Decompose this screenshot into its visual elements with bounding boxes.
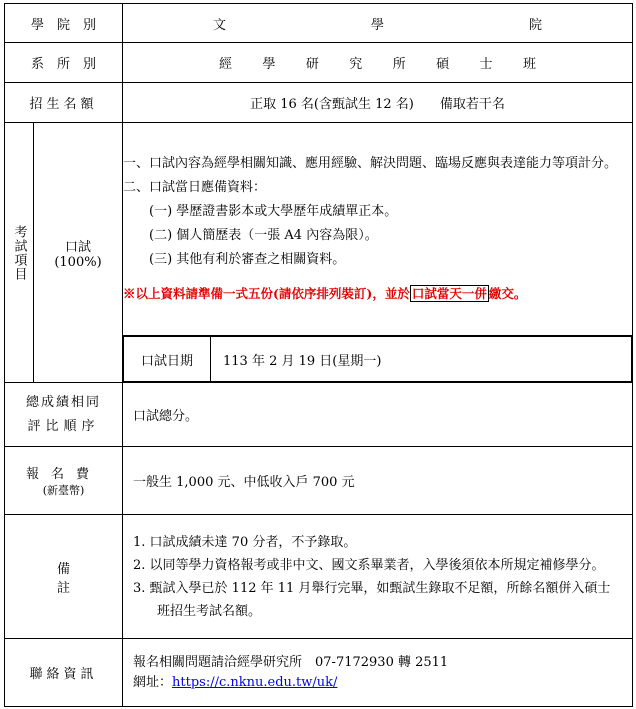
dept-value: 經 學 研 究 所 碩 士 班 [219, 57, 536, 72]
tiebreak-label-cell [5, 383, 123, 447]
exam-date-cell [123, 336, 633, 383]
exam-label-cell [5, 123, 34, 383]
exam-item-4: (二) 個人簡歷表（一張 A4 內容為限）。 [149, 228, 378, 243]
exam-sub-weight: (100%) [54, 254, 102, 270]
exam-date-label: 口試日期 [124, 337, 211, 382]
college-value-cell [123, 4, 633, 43]
college-label-cell [5, 4, 123, 43]
notes-item-3: 3. 甄試入學已於 112 年 11 月舉行完畢，如甄試生錄取不足額，所餘名額併入碩士班招生考試名額。 [133, 580, 611, 619]
dept-label-cell [5, 43, 123, 83]
exam-notice-boxed: 口試當天一併 [411, 286, 487, 301]
notes-content [123, 515, 633, 639]
tiebreak-label-1: 總成績相同 [26, 394, 102, 410]
contact-url-label: 網址： [133, 674, 173, 690]
college-label: 學 院 別 [31, 17, 97, 33]
exam-sub-label: 口試 [65, 239, 92, 255]
tiebreak-label-2: 評比順序 [27, 418, 100, 434]
quota-value: 正取 16 名(含甄試生 12 名) 備取若干名 [123, 83, 633, 123]
contact-label: 聯絡資訊 [5, 639, 123, 707]
exam-date-value: 113 年 2 月 19 日(星期一) [211, 337, 632, 382]
notes-label: 備註 [57, 561, 111, 596]
fee-label-cell [5, 447, 123, 515]
row-notes [5, 515, 633, 639]
quota-label: 招生名額 [5, 83, 123, 123]
tiebreak-value: 口試總分。 [123, 383, 633, 447]
row-tiebreak [5, 383, 633, 447]
admission-table [4, 3, 633, 707]
exam-item-2: 二、口試當日應備資料： [123, 180, 267, 195]
row-quota [5, 83, 633, 123]
fee-sub: (新臺幣) [42, 484, 85, 497]
exam-item-1: 一、口試內容為經學相關知識、應用經驗、解決問題、臨場反應與表達能力等項計分。 [123, 156, 618, 171]
exam-content [123, 123, 633, 336]
notes-item-1: 1. 口試成績未達 70 分者，不予錄取。 [133, 534, 357, 550]
dept-label: 系 所 別 [31, 57, 97, 72]
contact-content [123, 639, 633, 707]
exam-notice [123, 282, 632, 306]
contact-url-link[interactable]: https://c.nknu.edu.tw/uk/ [172, 674, 338, 690]
notes-item-2: 2. 以同等學力資格報考或非中文、國文系畢業者，入學後須依本所規定補修學分。 [133, 557, 605, 573]
exam-notice-pre: ※以上資料請準備一式五份(請依序排列裝訂)，並於 [123, 286, 410, 301]
contact-line2 [133, 673, 632, 693]
college-value: 文 學 院 [213, 17, 542, 33]
exam-item-3: (一) 學歷證書影本或大學歷年成績單正本。 [149, 204, 398, 219]
row-college [5, 4, 633, 43]
row-contact [5, 639, 633, 707]
exam-notice-post: 繳交。 [488, 286, 527, 301]
fee-value: 一般生 1,000 元、中低收入戶 700 元 [123, 447, 633, 515]
row-dept [5, 43, 633, 83]
exam-label: 考試項目 [11, 224, 27, 281]
notes-label-cell [5, 515, 123, 639]
dept-value-cell [123, 43, 633, 83]
exam-item-5: (三) 其他有利於審查之相關資料。 [149, 252, 346, 267]
contact-line1: 報名相關問題請洽經學研究所 07-7172930 轉 2511 [133, 654, 449, 670]
fee-label: 報名費 [26, 467, 102, 482]
row-fee [5, 447, 633, 515]
row-exam [5, 123, 633, 336]
exam-sub-label-cell [34, 123, 123, 383]
